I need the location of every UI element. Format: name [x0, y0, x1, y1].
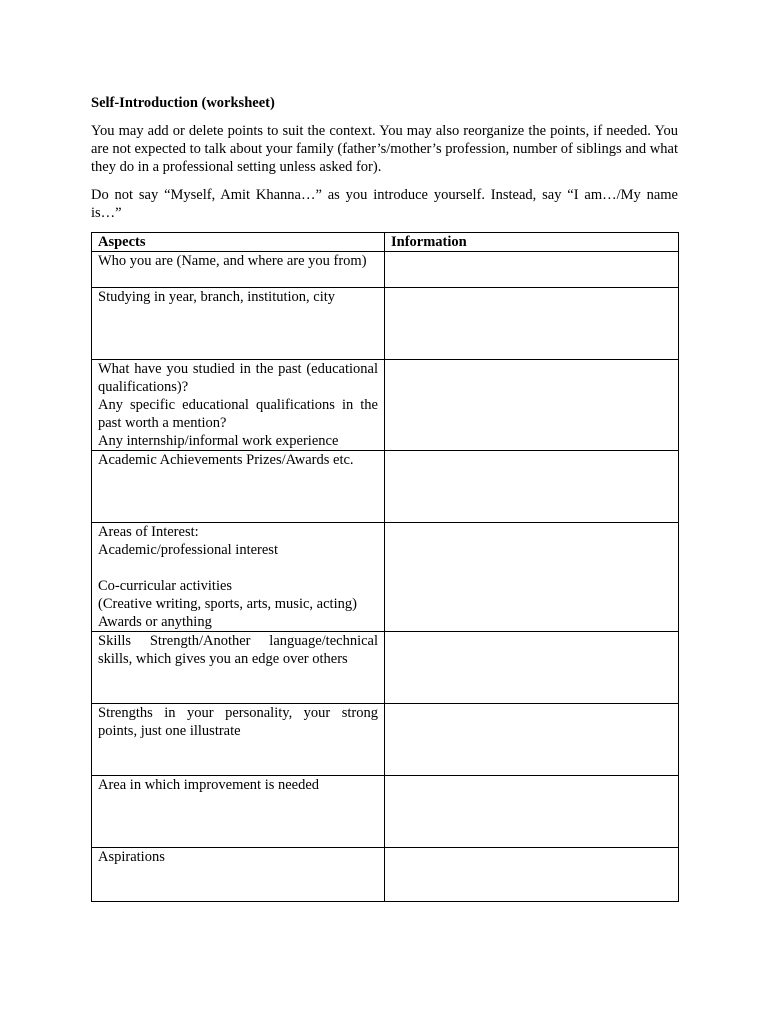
aspects-table [91, 232, 679, 902]
table-row [92, 451, 679, 523]
table-row [92, 252, 679, 288]
header-information: Information [385, 233, 679, 252]
table-row [92, 776, 679, 848]
aspect-cell [92, 632, 385, 704]
table-row [92, 848, 679, 902]
table-row [92, 523, 679, 632]
aspect-line: Academic/professional interest [98, 542, 278, 558]
aspect-line: Who you are (Name, and where are you from) [98, 253, 367, 269]
aspect-line: Areas of Interest: [98, 524, 199, 540]
aspect-cell [92, 704, 385, 776]
information-cell[interactable] [385, 252, 679, 288]
aspect-cell [92, 360, 385, 451]
header-aspects: Aspects [92, 233, 385, 252]
aspect-line: Area in which improvement is needed [98, 777, 320, 793]
aspect-cell [92, 523, 385, 632]
blank-line [98, 559, 378, 577]
information-cell[interactable] [385, 360, 679, 451]
aspect-cell [92, 451, 385, 523]
aspect-line: What have you studied in the past (educational qualifications)? [98, 361, 378, 395]
table-row [92, 632, 679, 704]
table-row [92, 704, 679, 776]
table-row [92, 288, 679, 360]
aspect-line: Studying in year, branch, institution, city [98, 289, 336, 305]
table-header-row [92, 233, 679, 252]
information-cell[interactable] [385, 848, 679, 902]
information-cell[interactable] [385, 776, 679, 848]
information-cell[interactable] [385, 704, 679, 776]
aspect-cell [92, 252, 385, 288]
aspect-line: Skills Strength/Another language/technical skills, which gives you an edge over others [98, 633, 378, 667]
intro-paragraph-2: Do not say “Myself, Amit Khanna…” as you introduce yourself. Instead, say “I am…/My name is…” [91, 187, 678, 221]
aspect-cell [92, 288, 385, 360]
aspect-line: (Creative writing, sports, arts, music, acting) [98, 596, 357, 612]
aspect-cell [92, 776, 385, 848]
information-cell[interactable] [385, 523, 679, 632]
information-cell[interactable] [385, 632, 679, 704]
worksheet-page [91, 94, 678, 902]
intro-paragraph-1: You may add or delete points to suit the context. You may also reorganize the points, if needed. You are not expected to talk about your family (father’s/mother’s profession, number of siblings and what they do in a professional setting unless asked for). [91, 123, 678, 175]
aspect-line: Strengths in your personality, your strong points, just one illustrate [98, 705, 378, 739]
aspect-line: Awards or anything [98, 614, 212, 630]
aspect-line: Any specific educational qualifications in the past worth a mention? [98, 397, 378, 431]
aspect-line: Any internship/informal work experience [98, 433, 339, 449]
aspect-cell [92, 848, 385, 902]
information-cell[interactable] [385, 451, 679, 523]
aspect-line: Aspirations [98, 849, 165, 865]
aspect-line: Co-curricular activities [98, 578, 233, 594]
table-row [92, 360, 679, 451]
aspect-line: Academic Achievements Prizes/Awards etc. [98, 452, 354, 468]
information-cell[interactable] [385, 288, 679, 360]
worksheet-title: Self-Introduction (worksheet) [91, 95, 275, 111]
